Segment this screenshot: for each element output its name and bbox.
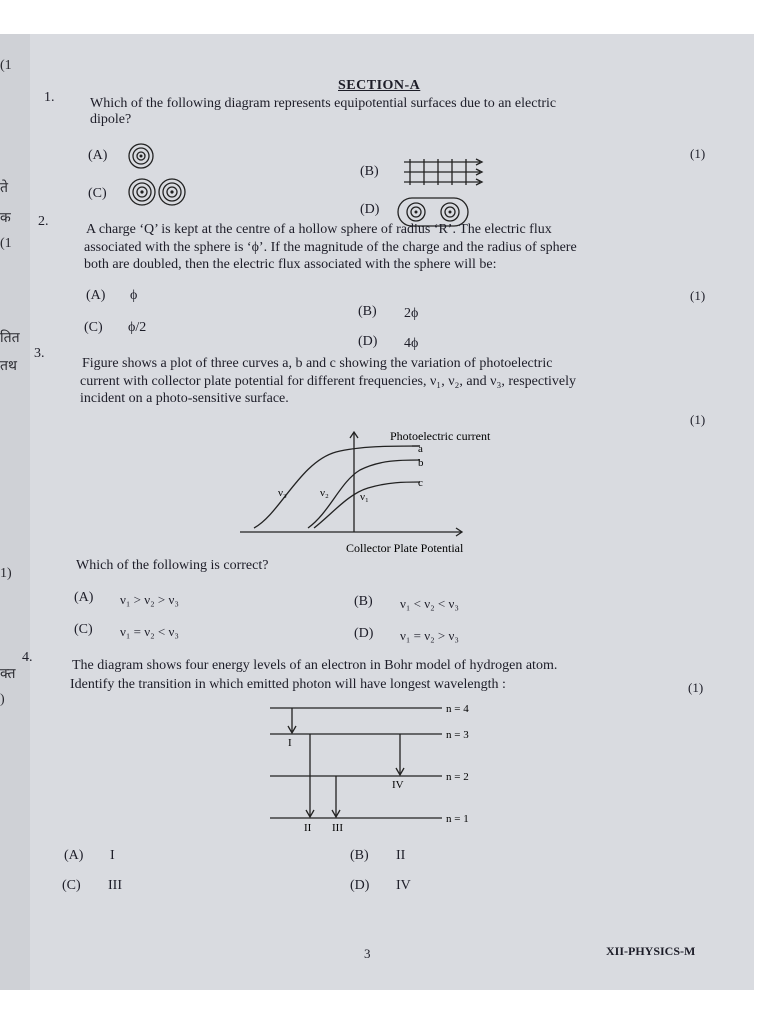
- level-n4-label: n = 4: [446, 703, 469, 715]
- question-2-marks: (1): [690, 288, 706, 303]
- q2-option-c-label: (C): [84, 320, 103, 335]
- transition-IV-label: IV: [392, 779, 404, 791]
- curve-c-label: c: [418, 477, 423, 489]
- margin-fragment: 1): [0, 566, 12, 581]
- question-2-text-line2: associated with the sphere is ‘ϕ’. If the magnitude of the charge and the radius of sphere: [84, 240, 577, 255]
- question-2-text-line1: A charge ‘Q’ is kept at the centre of a hollow sphere of radius ‘R’. The electric flux: [86, 222, 552, 237]
- transition-III-label: III: [332, 822, 343, 834]
- level-n1-label: n = 1: [446, 813, 469, 825]
- nu3-label: ν₃: [278, 487, 287, 499]
- q2-option-b-value: 2ϕ: [404, 306, 419, 321]
- top-band: [0, 0, 768, 34]
- q2-option-b-label: (B): [358, 304, 377, 319]
- paper-code: XII-PHYSICS-M: [606, 944, 696, 958]
- nu1-label: ν₁: [360, 491, 369, 503]
- question-2-number: 2.: [38, 214, 49, 229]
- q1-option-a-diagram: [124, 142, 158, 172]
- question-3-number: 3.: [34, 346, 45, 361]
- question-3-text-line3: incident on a photo-sensitive surface.: [80, 391, 289, 406]
- question-3-marks: (1): [690, 412, 706, 427]
- bottom-band: [0, 990, 768, 1024]
- energy-level-diagram: [262, 698, 492, 838]
- page-number: 3: [364, 946, 371, 961]
- question-3-text-line2: current with collector plate potential for different frequencies, ν₁, ν₂, and ν₃, respectively: [80, 374, 576, 389]
- nu2-label: ν₂: [320, 487, 329, 499]
- question-3-prompt: Which of the following is correct?: [76, 558, 269, 573]
- margin-fragment: तित: [0, 331, 20, 346]
- q3-option-c-value: ν₁ = ν₂ < ν₃: [120, 624, 179, 639]
- margin-fragment: ): [0, 692, 5, 707]
- level-n2-label: n = 2: [446, 771, 469, 783]
- q2-option-d-value: 4ϕ: [404, 336, 419, 351]
- transition-II-label: II: [304, 822, 312, 834]
- q1-option-b-diagram: [400, 156, 490, 190]
- q3-option-b-value: ν₁ < ν₂ < ν₃: [400, 596, 459, 611]
- q1-option-d-label: (D): [360, 202, 380, 217]
- q3-option-d-value: ν₁ = ν₂ > ν₃: [400, 628, 459, 643]
- photoelectric-graph: [240, 422, 520, 558]
- question-4-marks: (1): [688, 680, 704, 695]
- q4-option-d-value: IV: [396, 878, 411, 893]
- graph-y-label: Photoelectric current: [390, 429, 491, 443]
- section-title: SECTION-A: [338, 78, 421, 93]
- q1-option-c-label: (C): [88, 186, 107, 201]
- question-4-text-line1: The diagram shows four energy levels of an electron in Bohr model of hydrogen atom.: [72, 658, 558, 673]
- q4-option-d-label: (D): [350, 878, 370, 893]
- q4-option-b-value: II: [396, 848, 406, 863]
- margin-fragment: क्त: [0, 667, 16, 682]
- q1-option-b-label: (B): [360, 164, 379, 179]
- q2-option-a-value: ϕ: [130, 288, 138, 303]
- q4-option-b-label: (B): [350, 848, 369, 863]
- q4-option-a-value: I: [110, 848, 115, 863]
- question-2-text-line3: both are doubled, then the electric flux associated with the sphere will be:: [84, 257, 497, 272]
- margin-fragment: (1: [0, 58, 12, 73]
- q2-option-a-label: (A): [86, 288, 106, 303]
- question-1-number: 1.: [44, 90, 55, 105]
- question-1-text-line1: Which of the following diagram represents equipotential surfaces due to an electric: [90, 96, 557, 111]
- margin-fragment: (1: [0, 236, 12, 251]
- curve-b-label: b: [418, 457, 424, 469]
- question-1-text-line2: dipole?: [90, 112, 132, 127]
- q1-option-c-diagram: [124, 176, 188, 208]
- q3-option-a-label: (A): [74, 590, 94, 605]
- q3-option-b-label: (B): [354, 594, 373, 609]
- question-4-text-line2: Identify the transition in which emitted photon will have longest wavelength :: [70, 677, 506, 692]
- margin-fragment: तथ: [0, 359, 17, 374]
- graph-x-label: Collector Plate Potential: [346, 541, 464, 555]
- q3-option-c-label: (C): [74, 622, 93, 637]
- question-1-marks: (1): [690, 146, 706, 161]
- q3-option-d-label: (D): [354, 626, 374, 641]
- q3-option-a-value: ν₁ > ν₂ > ν₃: [120, 592, 179, 607]
- q2-option-c-value: ϕ/2: [128, 320, 147, 335]
- question-4-number: 4.: [22, 650, 33, 665]
- q1-option-a-label: (A): [88, 148, 108, 163]
- q4-option-c-value: III: [108, 878, 122, 893]
- q4-option-c-label: (C): [62, 878, 81, 893]
- curve-a-label: a: [418, 443, 423, 455]
- transition-I-label: I: [288, 737, 292, 749]
- margin-fragment: क: [0, 211, 11, 226]
- margin-fragment: ते: [0, 181, 8, 196]
- level-n3-label: n = 3: [446, 729, 469, 741]
- q2-option-d-label: (D): [358, 334, 378, 349]
- q4-option-a-label: (A): [64, 848, 84, 863]
- question-3-text-line1: Figure shows a plot of three curves a, b and c showing the variation of photoelectric: [82, 356, 553, 371]
